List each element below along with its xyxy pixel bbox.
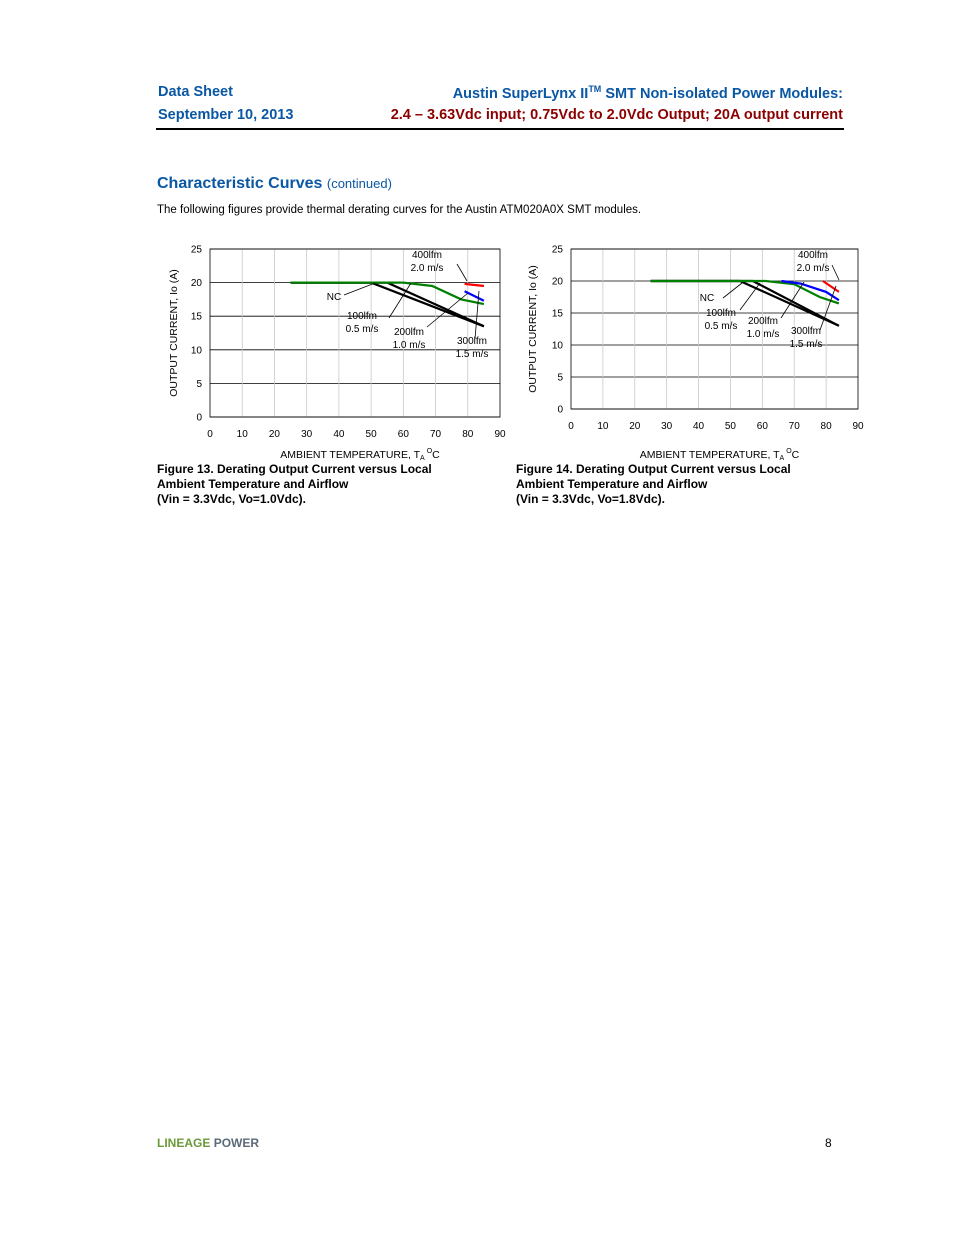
product-suffix: SMT Non-isolated Power Modules: — [601, 85, 843, 102]
annotation-label: NC — [326, 292, 342, 303]
derating-chart-fig14 — [516, 238, 876, 460]
annotation-leader — [427, 293, 468, 327]
brand-power: POWER — [213, 1136, 260, 1150]
y-tick-label: 25 — [551, 244, 563, 256]
annotation-label: 1.0 m/s — [392, 340, 426, 351]
y-tick-label: 0 — [196, 412, 202, 424]
annotation-label: 0.5 m/s — [704, 321, 738, 332]
doc-type: Data Sheet — [158, 84, 233, 100]
x-tick-label: 50 — [365, 429, 377, 440]
y-tick-label: 15 — [551, 308, 563, 320]
series-line — [291, 283, 484, 327]
y-tick-label: 25 — [190, 244, 202, 256]
x-tick-label: 30 — [301, 429, 313, 440]
section-continued: (continued) — [326, 176, 392, 191]
x-tick-label: 50 — [724, 421, 737, 432]
x-tick-label: 70 — [788, 421, 800, 432]
trademark: TM — [588, 84, 602, 94]
x-tick-label: 30 — [661, 421, 673, 432]
annotation-label: 300lfm — [456, 336, 488, 347]
caption-line: (Vin = 3.3Vdc, Vo=1.0Vdc). — [157, 492, 306, 506]
x-tick-label: 80 — [462, 429, 474, 440]
x-tick-label: 60 — [756, 421, 768, 432]
y-tick-label: 5 — [196, 378, 202, 390]
annotation-label: 1.5 m/s — [789, 339, 823, 350]
x-tick-label: 0 — [568, 421, 574, 432]
x-tick-label: 40 — [333, 429, 345, 440]
annotation-label: 200lfm — [747, 316, 779, 327]
caption-line: Figure 13. Derating Output Current versus Local — [157, 462, 432, 476]
annotation-label: 400lfm — [411, 250, 443, 261]
annotation-leader — [723, 283, 742, 298]
y-axis-label: OUTPUT CURRENT, Io (A) — [527, 265, 539, 393]
annotation-label: NC — [699, 293, 715, 304]
caption-line: Ambient Temperature and Airflow — [516, 477, 708, 491]
annotation-label: 100lfm — [705, 308, 737, 319]
annotation-label: 1.0 m/s — [746, 329, 780, 340]
section-title — [157, 175, 392, 193]
x-tick-label: 90 — [494, 429, 506, 440]
annotation-label: 400lfm — [797, 250, 829, 261]
y-axis-label: OUTPUT CURRENT, Io (A) — [168, 269, 180, 397]
spec-line: 2.4 – 3.63Vdc input; 0.75Vdc to 2.0Vdc Output; 20A output current — [390, 107, 843, 123]
annotation-label: 200lfm — [393, 327, 425, 338]
doc-date: September 10, 2013 — [158, 107, 294, 123]
y-tick-label: 20 — [551, 276, 563, 288]
x-tick-label: 70 — [429, 429, 442, 440]
annotation-leader — [344, 283, 375, 295]
section-title-text: Characteristic Curves — [157, 175, 323, 192]
annotation-leader — [740, 283, 760, 310]
header-rule — [156, 128, 844, 130]
derating-chart-fig13 — [157, 238, 517, 460]
x-tick-label: 10 — [236, 429, 248, 440]
y-tick-label: 0 — [557, 404, 563, 416]
x-tick-label: 40 — [692, 421, 705, 432]
x-tick-label: 60 — [397, 429, 409, 440]
intro-text: The following figures provide thermal derating curves for the Austin ATM020A0X SMT modules. — [157, 204, 642, 216]
annotation-label: 2.0 m/s — [796, 263, 830, 274]
brand-lineage: LINEAGE — [157, 1136, 211, 1150]
x-tick-label: 10 — [597, 421, 609, 432]
caption-line: Ambient Temperature and Airflow — [157, 477, 349, 491]
figure-14-caption — [516, 462, 791, 507]
product-prefix: Austin SuperLynx II — [452, 85, 589, 102]
y-tick-label: 20 — [190, 278, 202, 290]
x-axis-label: AMBIENT TEMPERATURE, $TA^OC$ — [280, 448, 440, 460]
x-tick-label: 80 — [820, 421, 832, 432]
footer-brand — [157, 1136, 259, 1150]
annotation-leader — [832, 265, 839, 280]
annotation-label: 100lfm — [346, 311, 378, 322]
x-axis-label: AMBIENT TEMPERATURE, $TA^OC$ — [639, 448, 800, 460]
y-tick-label: 10 — [551, 340, 563, 352]
series-line — [291, 283, 484, 305]
page-number: 8 — [825, 1136, 832, 1150]
caption-line: Figure 14. Derating Output Current versus Local — [516, 462, 791, 476]
x-tick-label: 20 — [268, 429, 281, 440]
annotation-label: 0.5 m/s — [345, 324, 379, 335]
y-tick-label: 15 — [190, 311, 202, 323]
annotation-label: 1.5 m/s — [455, 349, 489, 360]
product-title — [453, 84, 843, 102]
annotation-leader — [457, 264, 467, 281]
figure-13-caption — [157, 462, 432, 507]
series-line — [823, 281, 839, 292]
x-tick-label: 90 — [852, 421, 864, 432]
annotation-label: 300lfm — [790, 326, 822, 337]
x-tick-label: 0 — [207, 429, 213, 440]
y-tick-label: 5 — [557, 372, 563, 384]
y-tick-label: 10 — [190, 345, 202, 357]
caption-line: (Vin = 3.3Vdc, Vo=1.8Vdc). — [516, 492, 665, 506]
x-tick-label: 20 — [629, 421, 641, 432]
annotation-label: 2.0 m/s — [410, 263, 444, 274]
